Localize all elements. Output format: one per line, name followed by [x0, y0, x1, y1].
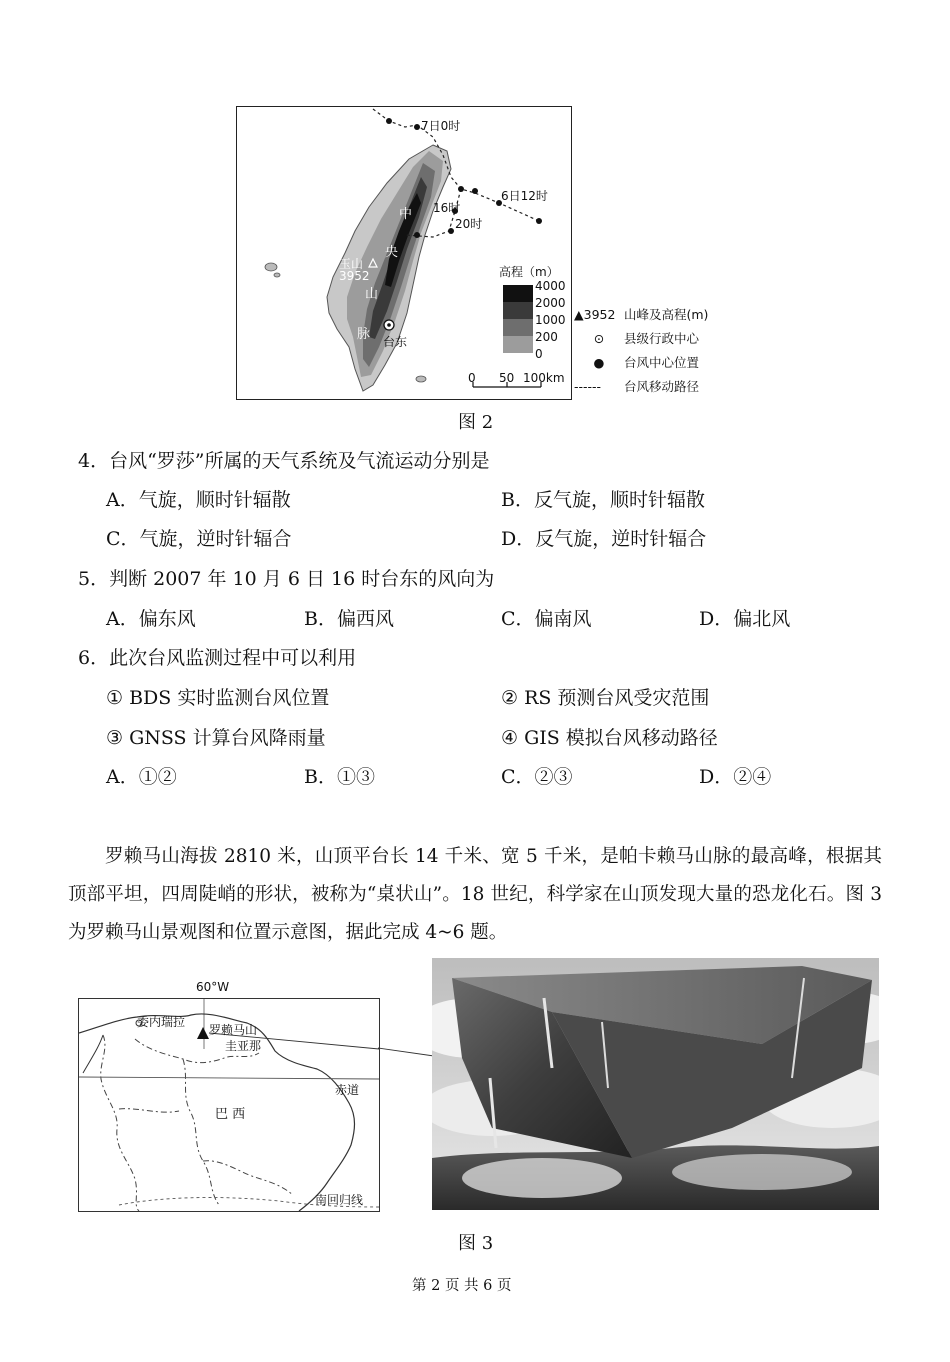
label-roraima: 罗赖马山: [209, 1023, 258, 1037]
typhoon-center-d: [414, 232, 420, 238]
label-elevation: 3952: [339, 269, 370, 283]
label-60w: 60°W: [196, 980, 230, 994]
elevation-label-200: 200: [535, 330, 558, 344]
question-5-option-b: B．偏西风: [304, 608, 394, 630]
elevation-label-1000: 1000: [535, 313, 566, 327]
elevation-label-2000: 2000: [535, 296, 566, 310]
figure2-caption: 图 2: [458, 412, 494, 433]
label-7d0: 7日0时: [421, 119, 461, 133]
question-4-stem: 4．台风“罗莎”所属的天气系统及气流运动分别是: [78, 450, 490, 472]
penghu-island-2: [274, 273, 280, 277]
figure3-caption: 图 3: [458, 1233, 494, 1254]
typhoon-map: [236, 106, 572, 400]
label-guyana: 圭亚那: [225, 1039, 262, 1053]
map-photo-connector: [378, 1030, 434, 1060]
question-4-option-a: A．气旋，顺时针辐散: [106, 489, 291, 511]
peak-symbol-icon: ▲3952: [574, 307, 616, 322]
question-6-item-4: ④ GIS 模拟台风移动路径: [501, 727, 718, 749]
elevation-swatch-1000: [503, 319, 533, 336]
question-6-item-3: ③ GNSS 计算台风降雨量: [106, 727, 326, 749]
typhoon-center-7d0: [414, 124, 420, 130]
typhoon-center-1: [386, 118, 392, 124]
question-6-option-d: D．②④: [699, 766, 772, 788]
south-america-map: [78, 998, 380, 1212]
question-6-option-a: A．①②: [106, 766, 177, 788]
legend-row-peak: [574, 304, 708, 328]
label-shan: 山: [365, 287, 379, 302]
question-6-item-2: ② RS 预测台风受灾范围: [501, 687, 710, 709]
question-5-option-c: C．偏南风: [501, 608, 592, 630]
question-4-option-c: C．气旋，逆时针辐合: [106, 528, 292, 550]
label-taidong: 台东: [383, 335, 408, 349]
scale-label-0: 0: [468, 371, 476, 385]
label-venezuela: 委内瑞拉: [137, 1015, 186, 1029]
typhoon-dot-icon: ●: [593, 355, 605, 370]
elevation-swatch-200: [503, 336, 533, 353]
legend-text-peak: 山峰及高程(m): [624, 307, 709, 322]
legend-text-county: 县级行政中心: [624, 331, 700, 346]
question-6-item-1: ① BDS 实时监测台风位置: [106, 687, 330, 709]
typhoon-center-20: [448, 228, 454, 234]
elevation-swatch-2000: [503, 302, 533, 319]
label-equator: 赤道: [335, 1083, 360, 1097]
question-6-stem: 6．此次台风监测过程中可以利用: [78, 647, 357, 669]
elevation-label-0: 0: [535, 347, 543, 361]
question-6-option-c: C．②③: [501, 766, 573, 788]
dashed-path-icon: ------: [574, 379, 602, 394]
label-brazil: 巴 西: [215, 1107, 246, 1122]
legend-text-path: 台风移动路径: [624, 379, 700, 394]
roraima-landscape-photo: [432, 958, 879, 1210]
elevation-legend-title: 高程（m）: [499, 265, 559, 279]
label-tropic: 南回归线: [315, 1193, 364, 1207]
reading-passage: 罗赖马山海拔 2810 米，山顶平台长 14 千米、宽 5 千米，是帕卡赖马山脉的最高峰，根据其顶部平坦，四周陡峭的形状，被称为“桌状山”。18 世纪，科学家在山顶发现大量的恐龙化石。图 3 为罗赖马山景观图和位置示意图，据此完成 4~6 题。: [68, 846, 882, 943]
penghu-island: [265, 263, 277, 271]
symbol-legend: [574, 304, 708, 400]
question-5-stem: 5．判断 2007 年 10 月 6 日 16 时台东的风向为: [78, 568, 495, 590]
elevation-legend: [503, 285, 533, 353]
label-6d12: 6日12时: [501, 189, 548, 203]
typhoon-center-b: [458, 186, 464, 192]
roraima-photo-svg: [432, 958, 879, 1210]
scale-label-100: 100km: [523, 371, 565, 385]
label-yang: 央: [385, 245, 399, 260]
label-16: 16时: [433, 201, 461, 215]
legend-row-county: [574, 328, 708, 352]
label-zhong: 中: [399, 207, 413, 222]
label-mai: 脉: [357, 327, 371, 342]
question-5-option-a: A．偏东风: [106, 608, 196, 630]
label-yushan: 玉山: [339, 257, 364, 271]
typhoon-center-c: [472, 188, 478, 194]
legend-row-path: [574, 376, 708, 400]
taiwan-map-svg: [237, 107, 571, 399]
green-island: [416, 376, 426, 382]
page-footer: 第 2 页 共 6 页: [412, 1278, 512, 1294]
elevation-label-4000: 4000: [535, 279, 566, 293]
question-4-option-b: B．反气旋，顺时针辐散: [501, 489, 705, 511]
question-6-option-b: B．①③: [304, 766, 375, 788]
county-center-icon: ⊙: [593, 331, 605, 346]
question-4-option-d: D．反气旋，逆时针辐合: [501, 528, 707, 550]
typhoon-center-a: [536, 218, 542, 224]
question-5-option-d: D．偏北风: [699, 608, 791, 630]
legend-row-typhoon: [574, 352, 708, 376]
label-20: 20时: [455, 217, 483, 231]
scale-label-50: 50: [499, 371, 515, 385]
legend-text-typhoon: 台风中心位置: [624, 355, 700, 370]
roraima-peak-icon: [197, 1027, 209, 1039]
elevation-swatch-4000: [503, 285, 533, 302]
